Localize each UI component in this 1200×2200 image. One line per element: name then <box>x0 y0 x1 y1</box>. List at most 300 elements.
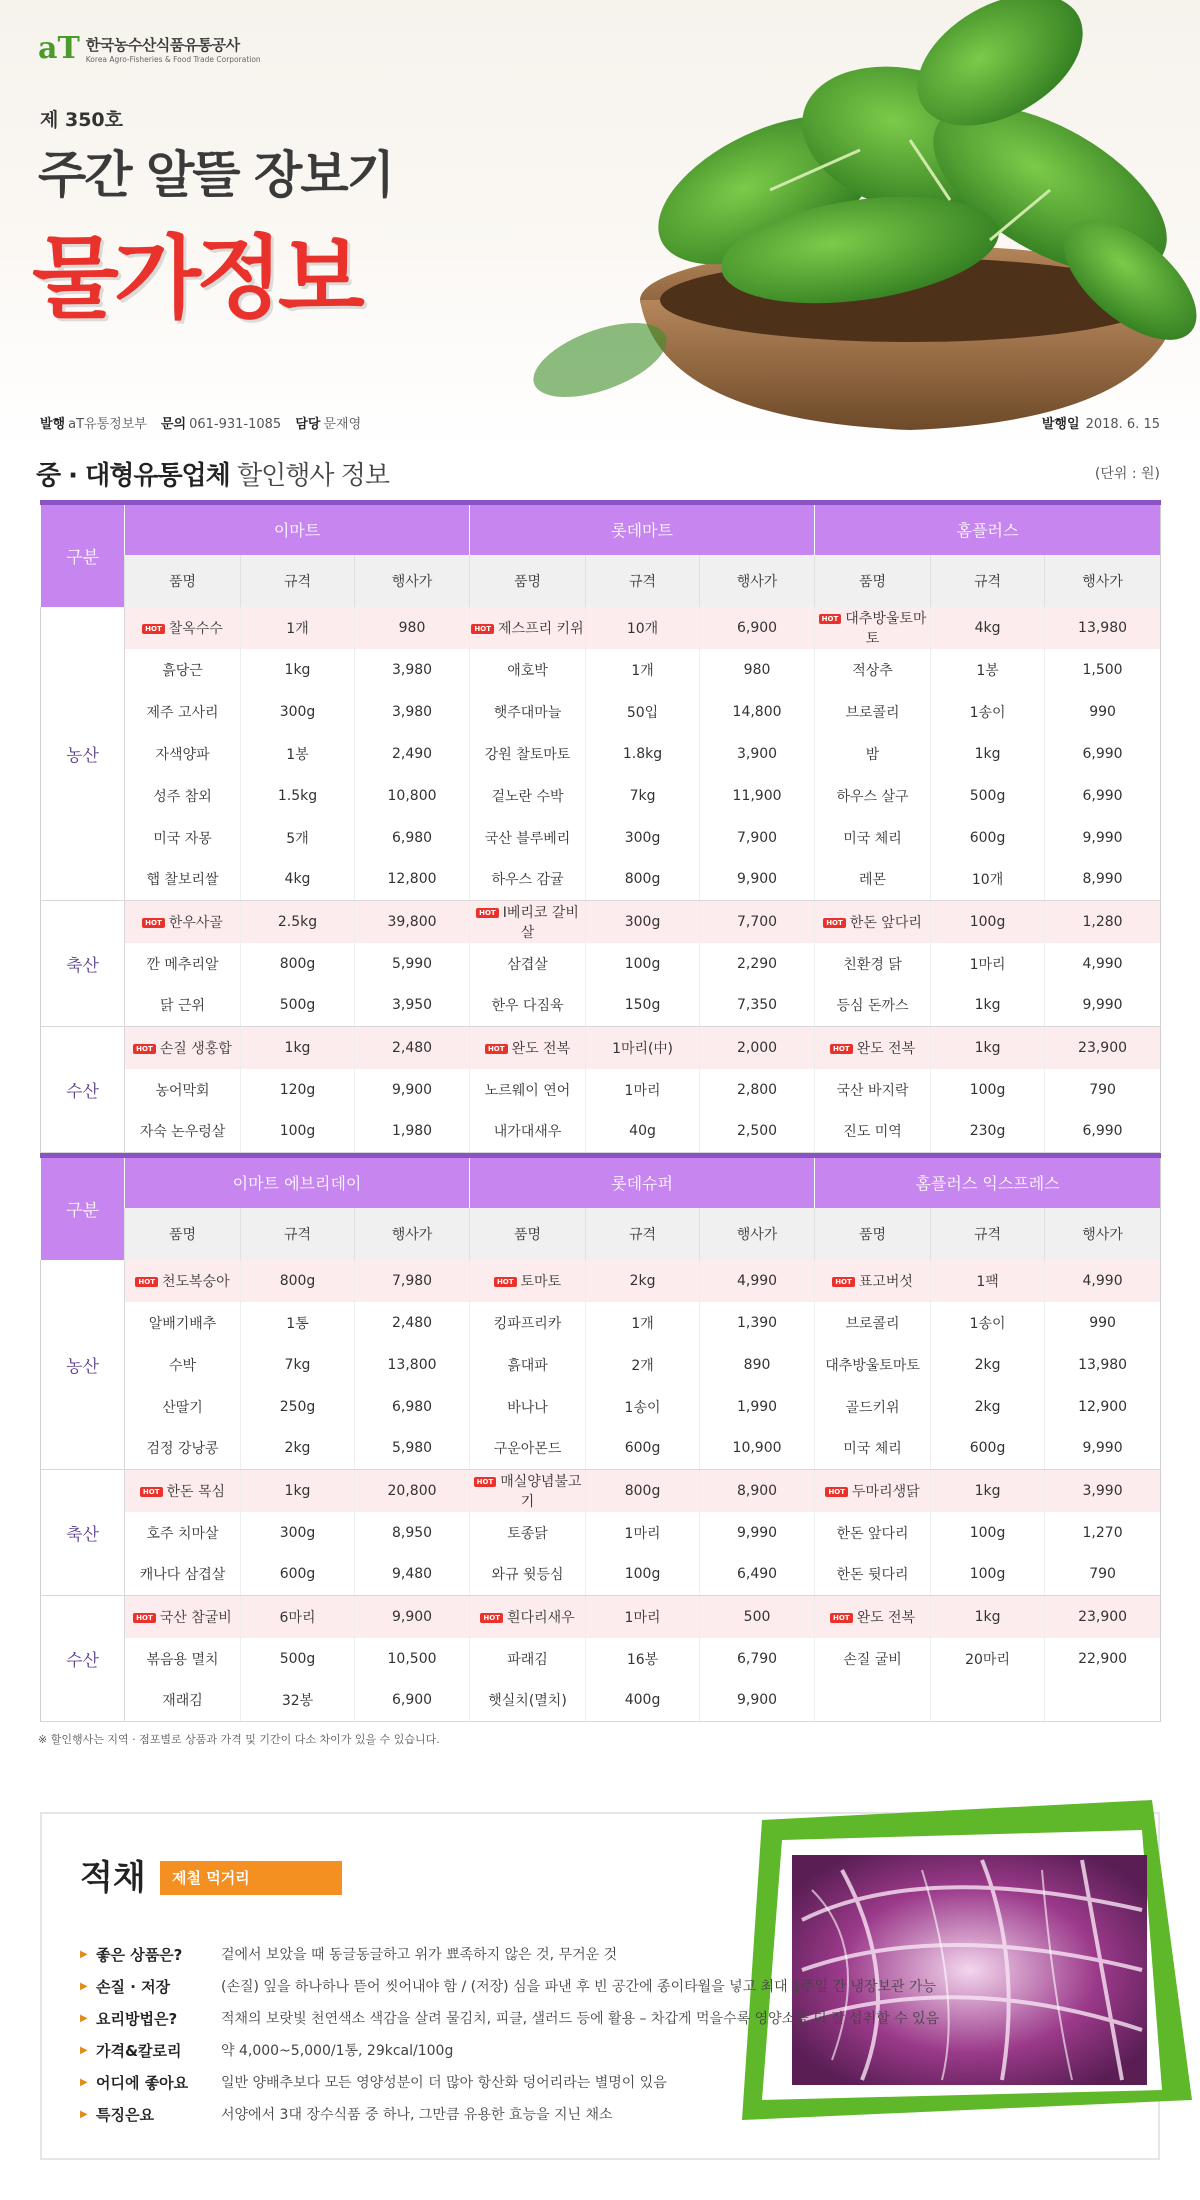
item-text: 산딸기 <box>162 1399 203 1416</box>
spec-cell <box>931 1638 1045 1680</box>
col-item: 품명 <box>470 555 586 607</box>
price-text: 6,980 <box>391 1398 433 1415</box>
spec-text: 500g <box>969 787 1006 804</box>
spec-cell <box>586 691 700 733</box>
table-row <box>41 1302 1161 1344</box>
price-cell <box>1045 775 1161 817</box>
col-price: 행사가 <box>700 555 815 607</box>
price-cell <box>1045 1512 1161 1554</box>
item-cell <box>815 901 931 943</box>
item-text: 깐 메추리알 <box>146 956 219 973</box>
spec-cell <box>241 985 355 1027</box>
price-cell <box>700 985 815 1027</box>
price-cell <box>355 1554 470 1596</box>
price-text: 7,900 <box>736 829 778 846</box>
table-row <box>41 1554 1161 1596</box>
price-text: 12,800 <box>387 871 437 888</box>
section-title <box>36 455 389 492</box>
price-text: 9,990 <box>1082 829 1123 846</box>
price-cell <box>355 817 470 859</box>
price-text: 6,900 <box>736 619 778 636</box>
item-text: 흰다리새우 <box>507 1609 575 1626</box>
price-text: 6,990 <box>1082 745 1123 762</box>
item-text: 파래김 <box>507 1651 548 1668</box>
spec-cell <box>931 1680 1045 1722</box>
category-cell: 수산 <box>41 1027 125 1153</box>
price-cell <box>700 817 815 859</box>
spec-cell <box>241 1386 355 1428</box>
spec-cell <box>931 691 1045 733</box>
spec-text: 1개 <box>631 662 654 679</box>
price-cell <box>1045 1680 1161 1722</box>
price-text: 13,980 <box>1078 1356 1128 1373</box>
table-row <box>41 1260 1161 1302</box>
spec-text: 100g <box>624 955 661 972</box>
spec-cell <box>241 943 355 985</box>
item-text: 하우스 살구 <box>836 788 909 805</box>
item-cell <box>470 1512 586 1554</box>
contact-label: 문의 <box>160 417 187 432</box>
item-text: 찰옥수수 <box>168 620 223 637</box>
spec-text: 16봉 <box>626 1651 659 1668</box>
price-text: 1,390 <box>736 1314 778 1331</box>
spec-text: 6마리 <box>279 1609 316 1626</box>
table-body <box>41 607 1161 1153</box>
col-item: 품명 <box>815 555 931 607</box>
price-cell <box>700 1344 815 1386</box>
fact-label: 특징은요 <box>96 2105 154 2124</box>
spec-text: 100g <box>969 1566 1006 1583</box>
fact-row <box>80 2034 1080 2066</box>
price-cell <box>700 859 815 901</box>
spec-cell <box>241 1512 355 1554</box>
spec-text: 1마리 <box>624 1525 661 1542</box>
spec-cell <box>586 859 700 901</box>
fact-row <box>80 1938 1080 1970</box>
spec-text: 600g <box>624 1440 661 1457</box>
spec-cell <box>241 1554 355 1596</box>
price-text: 6,900 <box>391 1692 433 1709</box>
item-cell <box>125 1302 241 1344</box>
price-cell <box>1045 1386 1161 1428</box>
table-row <box>41 649 1161 691</box>
price-cell <box>1045 1027 1161 1069</box>
arrow-icon: ▶ <box>80 2076 88 2088</box>
item-cell <box>125 901 241 943</box>
item-cell <box>125 1638 241 1680</box>
price-text: 5,980 <box>391 1440 433 1457</box>
spec-cell <box>931 1386 1045 1428</box>
spec-text: 1kg <box>974 1608 1001 1625</box>
item-cell <box>815 1638 931 1680</box>
item-text: 햇주대마늘 <box>493 704 562 721</box>
price-text: 8,990 <box>1082 871 1123 888</box>
table-row <box>41 1386 1161 1428</box>
spec-cell <box>931 1596 1045 1638</box>
hot-badge-icon: HOT <box>142 624 165 634</box>
spec-text: 2kg <box>629 1272 656 1289</box>
spec-cell <box>586 1344 700 1386</box>
item-cell <box>815 943 931 985</box>
price-cell <box>1045 1638 1161 1680</box>
price-text: 1,500 <box>1082 661 1123 678</box>
hot-badge-icon: HOT <box>133 1044 156 1054</box>
price-cell <box>700 1680 815 1722</box>
price-text: 3,980 <box>391 661 433 678</box>
item-cell <box>815 1111 931 1153</box>
contact-value: 061-931-1085 <box>189 417 282 432</box>
spec-text: 1팩 <box>976 1273 999 1290</box>
spec-cell <box>241 1260 355 1302</box>
fact-label: 좋은 상품은? <box>96 1945 183 1964</box>
spec-cell <box>586 1111 700 1153</box>
price-cell <box>700 1386 815 1428</box>
col-item: 품명 <box>470 1208 586 1260</box>
price-text: 4,990 <box>1082 955 1123 972</box>
item-text: 재래김 <box>162 1693 203 1710</box>
item-text: 수박 <box>168 1357 197 1374</box>
price-text: 9,990 <box>1082 1440 1123 1457</box>
item-cell <box>125 733 241 775</box>
spec-cell <box>586 775 700 817</box>
price-cell <box>700 943 815 985</box>
price-cell <box>1045 1069 1161 1111</box>
price-cell <box>355 1260 470 1302</box>
item-cell <box>470 1428 586 1470</box>
spec-text: 100g <box>624 1566 661 1583</box>
spec-cell <box>241 1638 355 1680</box>
date-value: 2018. 6. 15 <box>1085 417 1160 432</box>
hot-badge-icon: HOT <box>825 1487 848 1497</box>
item-text: 킹파프리카 <box>493 1315 562 1332</box>
price-cell <box>700 1638 815 1680</box>
spec-text: 800g <box>624 1482 661 1499</box>
arrow-icon: ▶ <box>80 2044 88 2056</box>
price-cell <box>355 1638 470 1680</box>
price-cell <box>1045 1260 1161 1302</box>
col-item: 품명 <box>125 555 241 607</box>
item-text: 흙대파 <box>507 1357 548 1374</box>
col-price: 행사가 <box>355 555 470 607</box>
price-text: 3,980 <box>391 703 433 720</box>
price-text: 890 <box>743 1356 771 1373</box>
publisher-info <box>40 413 361 432</box>
arrow-icon: ▶ <box>80 1948 88 1960</box>
item-text: 노르웨이 연어 <box>484 1082 571 1099</box>
item-text: 흙당근 <box>162 662 203 679</box>
item-text: 손질 굴비 <box>843 1651 902 1668</box>
spec-cell <box>931 607 1045 649</box>
spec-text: 400g <box>624 1692 661 1709</box>
spec-text: 10개 <box>971 872 1004 889</box>
fact-row <box>80 2002 1080 2034</box>
price-text: 7,350 <box>736 997 778 1014</box>
col-spec: 규격 <box>931 555 1045 607</box>
item-cell <box>815 1512 931 1554</box>
spec-cell <box>931 1111 1045 1153</box>
hot-badge-icon: HOT <box>832 1277 855 1287</box>
publisher-label: 발행 <box>40 417 66 432</box>
item-text: 구운아몬드 <box>493 1441 562 1458</box>
price-cell <box>355 1386 470 1428</box>
price-text: 2,800 <box>736 1081 778 1098</box>
item-cell <box>815 733 931 775</box>
spec-cell <box>586 985 700 1027</box>
item-cell <box>815 649 931 691</box>
item-text: 농어막회 <box>155 1082 210 1099</box>
price-text: 6,790 <box>736 1650 778 1667</box>
item-text: 손질 생홍합 <box>159 1040 232 1057</box>
store-header: 롯데슈퍼 <box>470 1156 815 1208</box>
spec-text: 7kg <box>284 1356 311 1373</box>
spec-cell <box>931 1470 1045 1512</box>
price-text: 7,700 <box>736 913 778 930</box>
spec-cell <box>931 1260 1045 1302</box>
spec-text: 2개 <box>631 1357 654 1374</box>
price-text: 2,290 <box>736 955 778 972</box>
item-cell <box>125 943 241 985</box>
col-item: 품명 <box>815 1208 931 1260</box>
item-cell <box>815 817 931 859</box>
price-cell <box>1045 1344 1161 1386</box>
price-cell <box>700 901 815 943</box>
price-text: 3,950 <box>391 997 433 1014</box>
spec-text: 4kg <box>974 619 1001 636</box>
spec-cell <box>931 1027 1045 1069</box>
spec-cell <box>586 943 700 985</box>
price-text: 2,480 <box>391 1314 433 1331</box>
table-row <box>41 1111 1161 1153</box>
spec-text: 800g <box>624 871 661 888</box>
spec-text: 1송이 <box>969 704 1006 721</box>
item-text: 한돈 목심 <box>166 1483 226 1500</box>
item-text: 자색양파 <box>155 746 210 763</box>
spec-cell <box>931 1302 1045 1344</box>
price-text: 6,990 <box>1082 1123 1123 1140</box>
col-spec: 규격 <box>241 1208 355 1260</box>
item-cell <box>125 1069 241 1111</box>
item-cell <box>125 1386 241 1428</box>
item-cell <box>125 607 241 649</box>
item-cell <box>470 859 586 901</box>
price-cell <box>700 1596 815 1638</box>
store-header: 롯데마트 <box>470 503 815 555</box>
price-text: 3,900 <box>736 745 778 762</box>
spec-cell <box>241 733 355 775</box>
item-cell <box>470 1260 586 1302</box>
item-cell <box>815 607 931 649</box>
table-row <box>41 1027 1161 1069</box>
spec-text: 120g <box>279 1081 316 1098</box>
item-text: 레몬 <box>859 872 887 889</box>
spec-text: 600g <box>279 1566 316 1583</box>
table-row <box>41 1470 1161 1512</box>
price-cell <box>700 1512 815 1554</box>
price-cell <box>355 1069 470 1111</box>
spec-cell <box>931 775 1045 817</box>
price-cell <box>1045 943 1161 985</box>
table-row <box>41 1069 1161 1111</box>
spec-text: 500g <box>279 1650 316 1667</box>
item-text: 내가대새우 <box>493 1124 562 1141</box>
store-header: 이마트 에브리데이 <box>125 1156 470 1208</box>
item-cell <box>470 649 586 691</box>
price-text: 22,900 <box>1078 1650 1128 1667</box>
table-row <box>41 775 1161 817</box>
spec-cell <box>586 607 700 649</box>
item-cell <box>470 1069 586 1111</box>
price-cell <box>1045 1302 1161 1344</box>
item-cell <box>125 691 241 733</box>
price-cell <box>700 1428 815 1470</box>
spec-cell <box>931 859 1045 901</box>
spec-cell <box>586 1554 700 1596</box>
item-cell <box>470 901 586 943</box>
price-text: 23,900 <box>1078 1039 1128 1056</box>
fact-label: 어디에 좋아요 <box>96 2073 189 2092</box>
price-cell <box>355 1302 470 1344</box>
item-cell <box>815 1470 931 1512</box>
item-cell <box>470 691 586 733</box>
spec-cell <box>241 1470 355 1512</box>
spec-cell <box>241 1428 355 1470</box>
price-text: 4,990 <box>1082 1272 1123 1289</box>
price-cell <box>700 1027 815 1069</box>
price-text: 10,500 <box>387 1650 437 1667</box>
price-cell <box>355 1344 470 1386</box>
col-spec: 규격 <box>586 1208 700 1260</box>
item-cell <box>815 859 931 901</box>
item-text: 친환경 닭 <box>843 956 902 973</box>
spec-text: 2.5kg <box>277 913 318 930</box>
spec-text: 1마리 <box>624 1082 661 1099</box>
spec-cell <box>586 817 700 859</box>
price-text: 2,500 <box>736 1123 778 1140</box>
item-text: 국산 블루베리 <box>484 830 571 847</box>
spec-text: 150g <box>624 997 661 1014</box>
price-text: 990 <box>1089 1314 1116 1331</box>
item-text: 애호박 <box>507 662 548 679</box>
spec-cell <box>241 859 355 901</box>
item-cell <box>815 1680 931 1722</box>
hot-badge-icon: HOT <box>142 918 165 928</box>
item-text: 브로콜리 <box>845 1315 900 1332</box>
spec-text: 1kg <box>284 661 311 678</box>
seasonal-food-box <box>40 1812 1160 2160</box>
item-text: 대추방울토마토 <box>845 610 927 647</box>
spec-cell <box>241 901 355 943</box>
table-row <box>41 1512 1161 1554</box>
item-text: 알배기배추 <box>148 1315 217 1332</box>
item-text: 햇실치(멸치) <box>488 1693 567 1710</box>
price-cell <box>700 1302 815 1344</box>
spec-cell <box>931 1344 1045 1386</box>
price-text: 12,900 <box>1078 1398 1128 1415</box>
item-cell <box>470 1111 586 1153</box>
item-text: 햅 찰보리쌀 <box>146 872 219 889</box>
hot-badge-icon: HOT <box>485 1044 508 1054</box>
price-cell <box>355 1596 470 1638</box>
price-cell <box>1045 1428 1161 1470</box>
spec-text: 1kg <box>974 1482 1001 1499</box>
seasonal-tag: 제철 먹거리 <box>160 1861 342 1895</box>
price-cell <box>1045 1111 1161 1153</box>
price-text: 990 <box>1089 703 1116 720</box>
hot-badge-icon: HOT <box>819 614 842 624</box>
price-text: 1,980 <box>391 1123 433 1140</box>
spec-text: 230g <box>969 1123 1006 1140</box>
footnote: ※ 할인행사는 지역 · 점포별로 상품과 가격 및 기간이 다소 차이가 있을 수 있습니다. <box>38 1733 440 1746</box>
item-cell <box>815 1344 931 1386</box>
price-cell <box>1045 1470 1161 1512</box>
spec-text: 1송이 <box>624 1399 661 1416</box>
item-cell <box>125 1344 241 1386</box>
table-row <box>41 985 1161 1027</box>
spec-text: 500g <box>279 997 316 1014</box>
price-cell <box>700 1111 815 1153</box>
fact-row <box>80 1970 1080 2002</box>
item-text: 대추방울토마토 <box>825 1357 920 1374</box>
item-cell <box>815 1554 931 1596</box>
item-text: 국산 참굴비 <box>159 1609 232 1626</box>
item-cell <box>815 1069 931 1111</box>
table-body <box>41 1260 1161 1722</box>
price-cell <box>1045 817 1161 859</box>
category-cell: 농산 <box>41 607 125 901</box>
hot-badge-icon: HOT <box>476 908 499 918</box>
hot-badge-icon: HOT <box>133 1613 156 1623</box>
item-text: 와규 윗등심 <box>491 1567 564 1584</box>
date-label: 발행일 <box>1041 417 1080 432</box>
item-cell <box>470 943 586 985</box>
spec-text: 1봉 <box>976 662 999 679</box>
spec-text: 300g <box>279 703 316 720</box>
price-cell <box>355 733 470 775</box>
spec-text: 1마리(中) <box>612 1040 673 1057</box>
spec-cell <box>586 1386 700 1428</box>
unit-note: (단위 : 원) <box>1094 466 1160 482</box>
item-cell <box>470 817 586 859</box>
publisher-value: aT유통정보부 <box>68 417 147 432</box>
logo-mark: aT <box>38 31 80 66</box>
spec-text: 1.5kg <box>277 787 318 804</box>
hot-badge-icon: HOT <box>140 1487 163 1497</box>
spec-text: 300g <box>624 829 661 846</box>
fact-row <box>80 2066 1080 2098</box>
item-cell <box>470 1386 586 1428</box>
spec-cell <box>931 649 1045 691</box>
spec-cell <box>931 901 1045 943</box>
price-cell <box>700 1260 815 1302</box>
item-cell <box>470 1680 586 1722</box>
item-cell <box>815 1260 931 1302</box>
spec-cell <box>931 985 1045 1027</box>
header-banner <box>0 0 1200 450</box>
price-cell <box>700 1470 815 1512</box>
category-cell: 농산 <box>41 1260 125 1470</box>
price-cell <box>700 775 815 817</box>
price-text: 9,900 <box>736 1692 778 1709</box>
item-cell <box>125 1512 241 1554</box>
item-text: 성주 참외 <box>153 788 212 805</box>
spec-cell <box>586 1302 700 1344</box>
spec-text: 32봉 <box>281 1693 314 1710</box>
item-text: 하우스 감귤 <box>491 872 564 889</box>
item-text: 매실양념불고기 <box>500 1473 582 1510</box>
item-cell <box>470 775 586 817</box>
price-text: 10,900 <box>732 1440 782 1457</box>
item-cell <box>815 1428 931 1470</box>
